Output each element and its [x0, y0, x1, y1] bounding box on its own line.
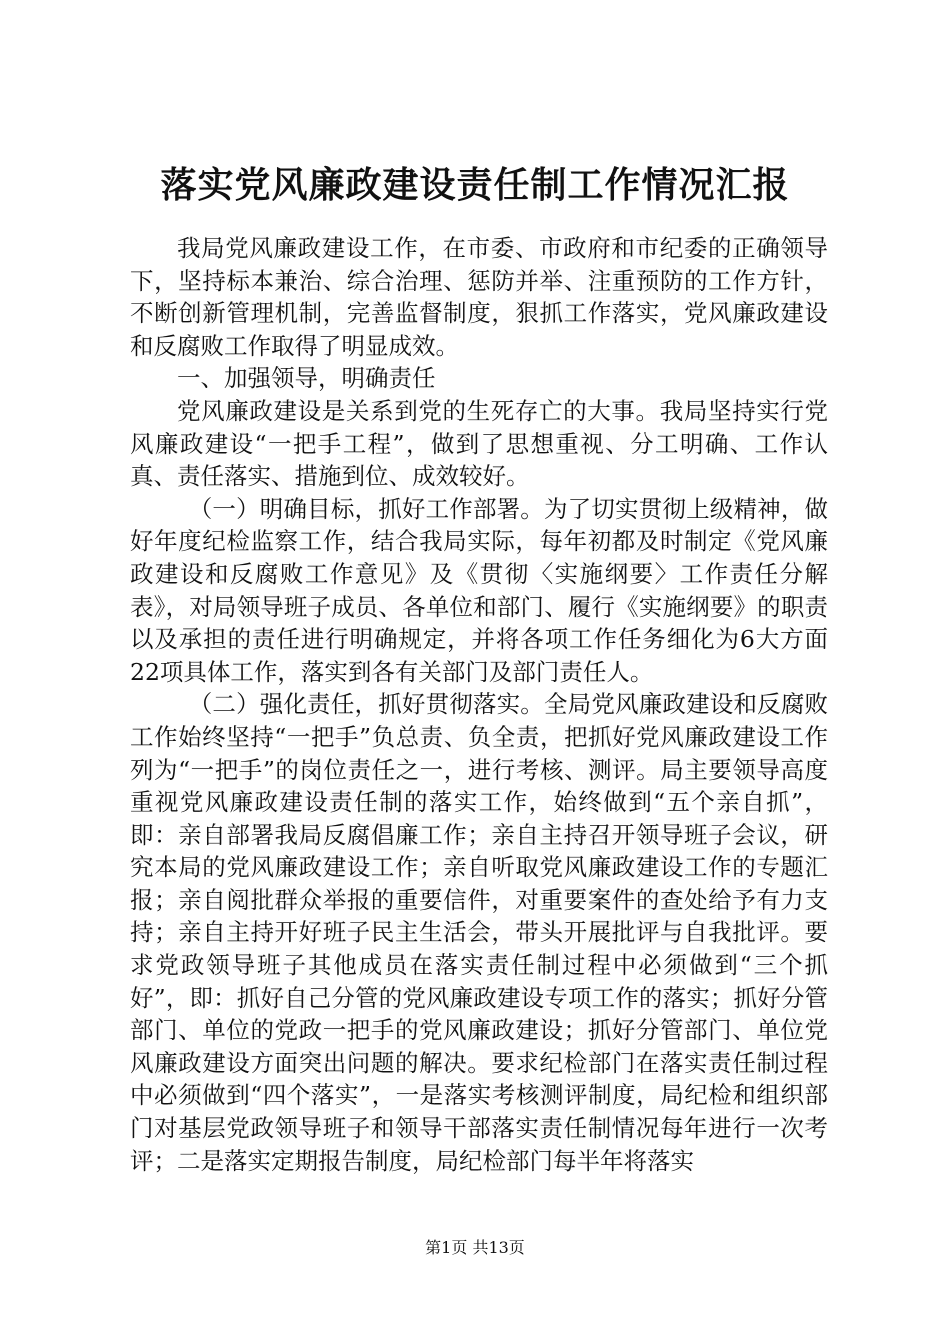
document-title: 落实党风廉政建设责任制工作情况汇报	[160, 164, 790, 206]
document-body	[130, 232, 828, 1177]
paragraph-subsection-2: （二）强化责任，抓好贯彻落实。全局党风廉政建设和反腐败工作始终坚持“一把手”负总责、负全责，把抓好党风廉政建设工作列为“一把手”的岗位责任之一，进行考核、测评。局主要领导高度重视党风廉政建设责任制的落实工作，始终做到“五个亲自抓”，即：亲自部署我局反腐倡廉工作；亲自主持召开领导班子会议，研究本局的党风廉政建设工作；亲自听取党风廉政建设工作的专题汇报；亲自阅批群众举报的重要信件，对重要案件的查处给予有力支持；亲自主持开好班子民主生活会，带头开展批评与自我批评。要求党政领导班子其他成员在落实责任制过程中必须做到“三个抓好”，即：抓好自己分管的党风廉政建设专项工作的落实；抓好分管部门、单位的党政一把手的党风廉政建设；抓好分管部门、单位党风廉政建设方面突出问题的解决。要求纪检部门在落实责任制过程中必须做到“四个落实”，一是落实考核测评制度，局纪检和组织部门对基层党政领导班子和领导干部落实责任制情况每年进行一次考评；二是落实定期报告制度，局纪检部门每半年将落实	[130, 690, 828, 1175]
paragraph-subsection-1: （一）明确目标，抓好工作部署。为了切实贯彻上级精神，做好年度纪检监察工作，结合我局实际，每年初都及时制定《党风廉政建设和反腐败工作意见》及《贯彻〈实施纲要〉工作责任分解表》，对局领导班子成员、各单位和部门、履行《实施纲要》的职责以及承担的责任进行明确规定，并将各项工作任务细化为6大方面22项具体工作，落实到各有关部门及部门责任人。	[130, 494, 828, 686]
paragraph-section-1: 党风廉政建设是关系到党的生死存亡的大事。我局坚持实行党风廉政建设“一把手工程”，做到了思想重视、分工明确、工作认真、责任落实、措施到位、成效较好。	[130, 396, 828, 491]
section-heading-1: 一、加强领导，明确责任	[177, 364, 436, 393]
paragraph-intro: 我局党风廉政建设工作，在市委、市政府和市纪委的正确领导下，坚持标本兼治、综合治理、惩防并举、注重预防的工作方针，不断创新管理机制，完善监督制度，狠抓工作落实，党风廉政建设和反腐败工作取得了明显成效。	[130, 234, 828, 360]
page-footer: 第1页 共13页	[425, 1238, 525, 1257]
